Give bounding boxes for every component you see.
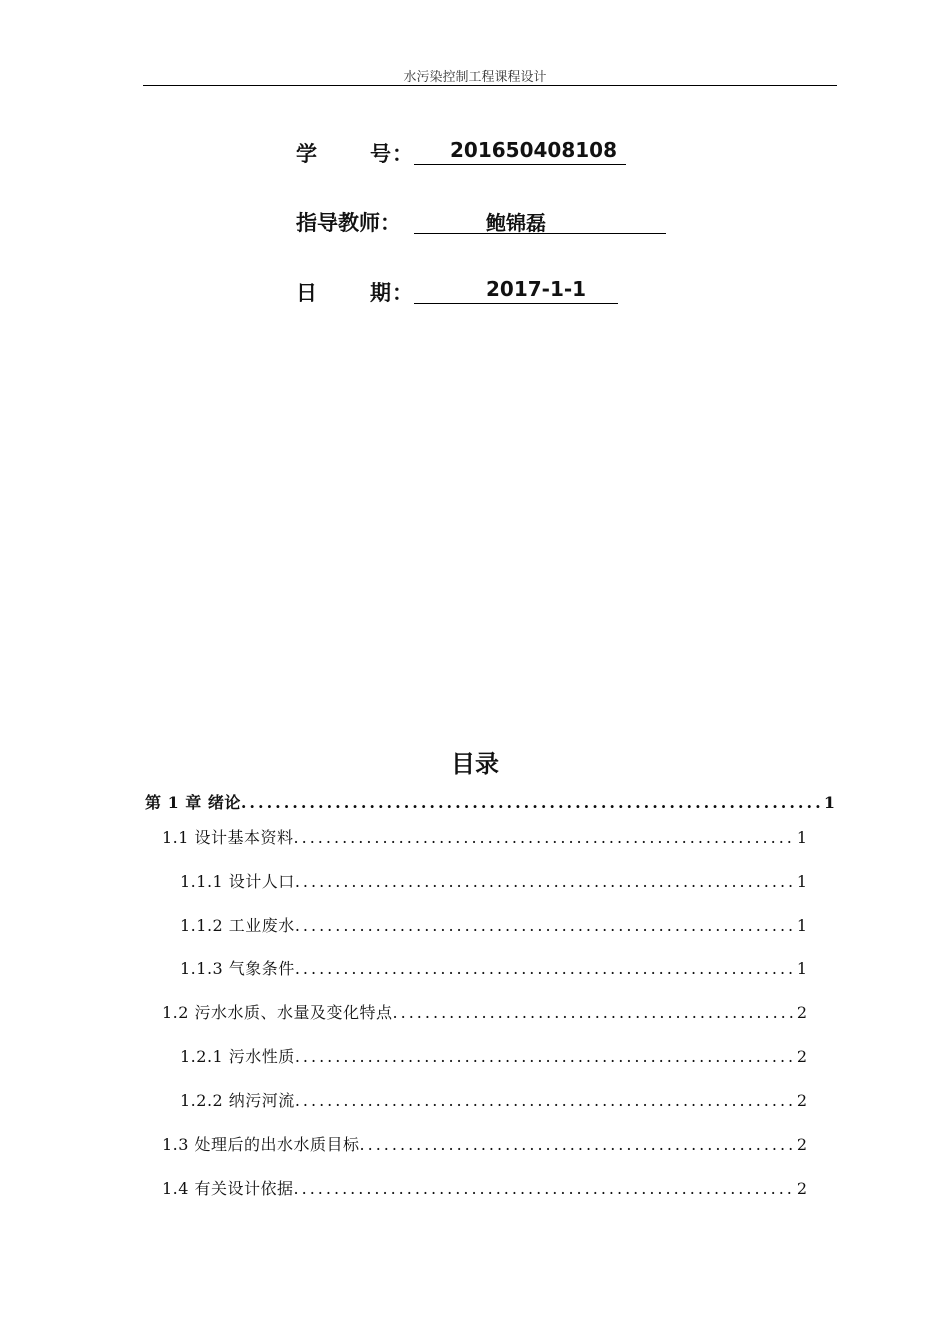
toc-entry[interactable]: [180, 871, 807, 893]
toc-entry[interactable]: [162, 1178, 807, 1200]
toc-entry[interactable]: [180, 1046, 807, 1068]
student-id-value: 201650408108: [450, 138, 617, 162]
student-id-underline: [414, 164, 626, 165]
toc-leader-dots: [360, 1134, 795, 1156]
toc-entry-page: 2: [796, 1003, 807, 1022]
toc-leader-dots: [295, 871, 795, 893]
date-label-char-2: 期: [370, 281, 391, 305]
toc-leader-dots: [295, 1046, 795, 1068]
toc-entry[interactable]: [145, 792, 835, 814]
toc-title: 目录: [451, 750, 499, 778]
toc-entry-text: 1.2.2 纳污河流: [180, 1091, 295, 1110]
toc-entry[interactable]: [162, 827, 807, 849]
toc-entry[interactable]: [162, 1134, 807, 1156]
toc-entry-text: 第 1 章 绪论: [145, 793, 241, 812]
toc-entry-text: 1.4 有关设计依据: [162, 1179, 294, 1198]
toc-entry-text: 1.1.2 工业废水: [180, 916, 295, 935]
student-id-label-char-1: 学: [296, 142, 317, 166]
toc-entry-text: 1.1.3 气象条件: [180, 959, 295, 978]
toc-entry-page: 2: [796, 1091, 807, 1110]
toc-entry[interactable]: [162, 1002, 807, 1024]
toc-entry[interactable]: [180, 958, 807, 980]
toc-entry[interactable]: [180, 1090, 807, 1112]
toc-entry-page: 1: [823, 793, 835, 812]
toc-leader-dots: [295, 1090, 795, 1112]
toc-entry-page: 1: [796, 872, 807, 891]
date-underline: [414, 303, 618, 304]
student-id-field: [296, 138, 636, 168]
toc-entry-text: 1.3 处理后的出水水质目标: [162, 1135, 360, 1154]
date-label-colon: ：: [392, 281, 413, 305]
toc-entry-page: 1: [796, 828, 807, 847]
toc-leader-dots: [295, 958, 795, 980]
toc-leader-dots: [294, 1178, 795, 1200]
toc-entry-page: 1: [796, 916, 807, 935]
page-header-title: 水污染控制工程课程设计: [403, 70, 547, 85]
date-label-char-1: 日: [296, 281, 317, 305]
toc-leader-dots: [295, 915, 795, 937]
advisor-label-text: 指导教师：: [296, 211, 401, 235]
header-rule: [143, 85, 837, 86]
toc-entry-page: 2: [796, 1047, 807, 1066]
toc-entry[interactable]: [180, 915, 807, 937]
advisor-field: [296, 207, 676, 237]
student-id-label-char-2: 号: [370, 142, 391, 166]
student-id-label-colon: ：: [392, 142, 413, 166]
date-field: [296, 277, 636, 307]
toc-leader-dots: [241, 792, 822, 814]
toc-entry-text: 1.2.1 污水性质: [180, 1047, 295, 1066]
toc-leader-dots: [294, 827, 795, 849]
toc-entry-page: 2: [796, 1179, 807, 1198]
toc-entry-text: 1.2 污水水质、水量及变化特点: [162, 1003, 393, 1022]
toc-leader-dots: [393, 1002, 795, 1024]
toc-entry-text: 1.1.1 设计人口: [180, 872, 295, 891]
toc-entry-page: 2: [796, 1135, 807, 1154]
toc-entry-text: 1.1 设计基本资料: [162, 828, 294, 847]
advisor-value: 鲍锦磊: [486, 211, 546, 235]
date-value: 2017-1-1: [486, 277, 587, 301]
toc-entry-page: 1: [796, 959, 807, 978]
